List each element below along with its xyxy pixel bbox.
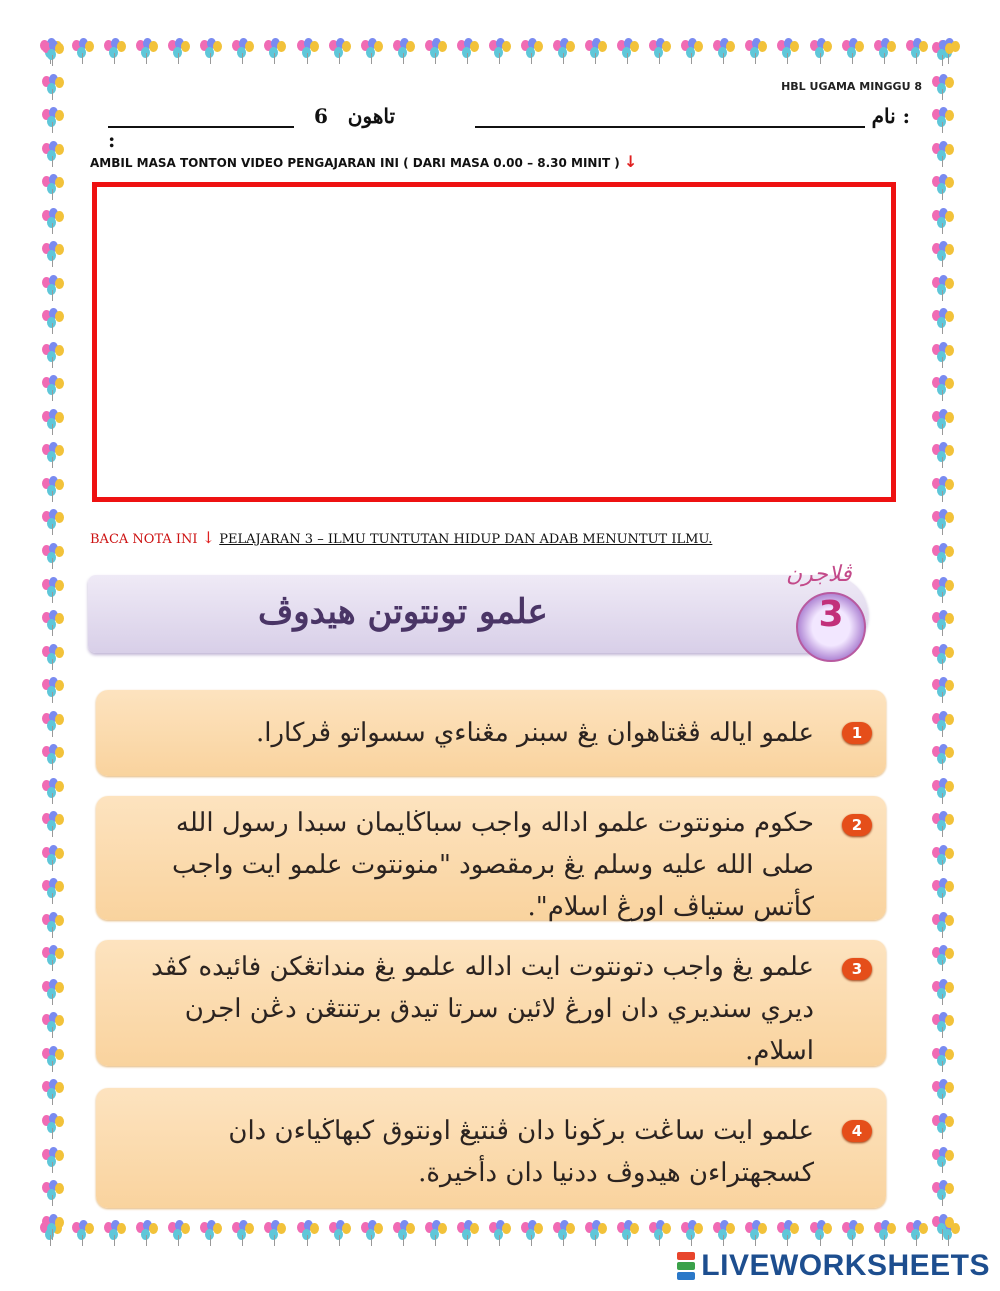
balloon-icon [932, 945, 954, 971]
year-input-line[interactable] [108, 108, 294, 128]
balloon-icon [232, 1220, 254, 1246]
balloon-icon [932, 778, 954, 804]
balloon-icon [200, 1220, 222, 1246]
down-arrow-icon: ↓ [623, 152, 638, 171]
balloon-icon [681, 1220, 703, 1246]
point-number-badge: 3 [842, 958, 872, 980]
balloon-icon [649, 1220, 671, 1246]
balloon-icon [932, 1180, 954, 1206]
balloon-icon [932, 241, 954, 267]
balloon-icon [932, 308, 954, 334]
balloon-icon [393, 38, 415, 64]
balloon-icon [104, 1220, 126, 1246]
balloon-icon [72, 38, 94, 64]
video-instruction [90, 152, 637, 171]
balloon-icon [932, 476, 954, 502]
balloon-icon [713, 38, 735, 64]
bottom-border [40, 1216, 960, 1250]
balloon-icon [42, 342, 64, 368]
balloon-icon [932, 1079, 954, 1105]
balloon-icon [932, 74, 954, 100]
point-card-3 [96, 940, 886, 1066]
read-note-label: BACA NOTA INI [90, 532, 198, 547]
right-border [926, 40, 960, 1240]
balloon-icon [42, 577, 64, 603]
balloon-icon [932, 442, 954, 468]
balloon-icon [932, 375, 954, 401]
balloon-icon [42, 1214, 64, 1240]
balloon-icon [489, 38, 511, 64]
balloon-icon [932, 174, 954, 200]
balloon-icon [361, 38, 383, 64]
balloon-icon [42, 711, 64, 737]
balloon-icon [932, 845, 954, 871]
balloon-icon [932, 409, 954, 435]
balloon-icon [42, 74, 64, 100]
balloon-icon [874, 38, 896, 64]
balloon-icon [906, 1220, 928, 1246]
balloon-icon [42, 476, 64, 502]
balloon-icon [264, 38, 286, 64]
balloon-icon [553, 1220, 575, 1246]
video-frame[interactable] [92, 182, 896, 502]
lesson-word: ڤلاجرن [786, 562, 852, 587]
balloon-icon [136, 38, 158, 64]
balloon-icon [361, 1220, 383, 1246]
lesson-banner-title: علمو تونتوتن هيدوڤ [258, 592, 548, 632]
balloon-icon [932, 1113, 954, 1139]
point-text: علمو ايت ساڠت برڬونا دان ڤنتيڠ اونتوق كبهاڬياءن دان كسجهتراءن هيدوڤ ددنيا دان دأخيرة. [228, 1116, 814, 1188]
balloon-icon [42, 1147, 64, 1173]
balloon-icon [297, 1220, 319, 1246]
point-card-4 [96, 1088, 886, 1208]
balloon-icon [42, 208, 64, 234]
lesson-title: PELAJARAN 3 – ILMU TUNTUTAN HIDUP DAN ADAB MENUNTUT ILMU. [219, 532, 713, 547]
balloon-icon [932, 40, 954, 66]
balloon-icon [745, 38, 767, 64]
balloon-icon [932, 744, 954, 770]
balloon-icon [42, 174, 64, 200]
name-label: نام : [871, 104, 910, 128]
balloon-icon [329, 1220, 351, 1246]
point-text: علمو اياله ڤڠتاهوان يڠ سبنر مڠناءي سسواتو ڤركارا. [255, 718, 814, 748]
note-line [90, 528, 712, 547]
balloon-icon [329, 38, 351, 64]
balloon-icon [393, 1220, 415, 1246]
balloon-icon [932, 543, 954, 569]
balloon-icon [932, 208, 954, 234]
balloon-icon [42, 107, 64, 133]
name-row [466, 104, 910, 128]
balloon-icon [42, 945, 64, 971]
balloon-icon [72, 1220, 94, 1246]
year-row [108, 104, 408, 152]
balloon-icon [42, 878, 64, 904]
balloon-icon [42, 442, 64, 468]
balloon-icon [932, 275, 954, 301]
lesson-number-badge [796, 592, 866, 662]
balloon-icon [42, 543, 64, 569]
balloon-icon [42, 1012, 64, 1038]
balloon-icon [932, 811, 954, 837]
point-card-1 [96, 690, 886, 776]
down-arrow-icon: ↓ [201, 528, 216, 547]
instruction-text: AMBIL MASA TONTON VIDEO PENGAJARAN INI ( DARI MASA 0.00 – 8.30 MINIT ) [90, 156, 620, 170]
balloon-icon [932, 912, 954, 938]
balloon-icon [42, 677, 64, 703]
balloon-icon [932, 677, 954, 703]
liveworksheets-logo[interactable] [677, 1249, 990, 1283]
point-number-badge: 1 [842, 722, 872, 744]
logo-mark-icon [677, 1252, 695, 1280]
balloon-icon [42, 1079, 64, 1105]
balloon-icon [457, 1220, 479, 1246]
lesson-number: 3 [818, 594, 844, 635]
balloon-icon [777, 38, 799, 64]
balloon-icon [810, 1220, 832, 1246]
balloon-icon [42, 308, 64, 334]
balloon-icon [681, 38, 703, 64]
name-input-line[interactable] [475, 108, 865, 128]
point-text: علمو يڠ واجب دتونتوت ايت اداله علمو يڠ منداتڠكن فائيده كڤد ديري سنديري دان اورڠ لائين سرتا تيدق برتنتڠن دڠن اجرن اسلام. [151, 952, 814, 1066]
balloon-icon [810, 38, 832, 64]
balloon-icon [42, 744, 64, 770]
balloon-icon [42, 40, 64, 66]
balloon-icon [42, 979, 64, 1005]
balloon-icon [932, 610, 954, 636]
point-text: حكوم منونتوت علمو اداله واجب سباڬايمان سبدا رسول الله صلى الله عليه وسلم يڠ برمقصود "منونتوت علمو ايت واجب كأتس ستياڤ اورڠ اسلام". [172, 808, 814, 922]
balloon-icon [617, 38, 639, 64]
point-number-badge: 4 [842, 1120, 872, 1142]
balloon-icon [168, 38, 190, 64]
balloon-icon [617, 1220, 639, 1246]
balloon-icon [42, 509, 64, 535]
balloon-icon [932, 1214, 954, 1240]
balloon-icon [42, 811, 64, 837]
balloon-icon [932, 509, 954, 535]
balloon-icon [842, 1220, 864, 1246]
balloon-icon [104, 38, 126, 64]
balloon-icon [932, 1147, 954, 1173]
balloon-icon [425, 1220, 447, 1246]
balloon-icon [42, 1113, 64, 1139]
balloon-icon [42, 275, 64, 301]
balloon-icon [932, 577, 954, 603]
balloon-icon [297, 38, 319, 64]
balloon-icon [585, 1220, 607, 1246]
balloon-icon [457, 38, 479, 64]
balloon-icon [42, 241, 64, 267]
balloon-icon [932, 711, 954, 737]
top-border [40, 34, 960, 68]
balloon-icon [42, 375, 64, 401]
balloon-icon [553, 38, 575, 64]
balloon-icon [932, 1012, 954, 1038]
balloon-icon [906, 38, 928, 64]
balloon-icon [521, 1220, 543, 1246]
point-card-2 [96, 796, 886, 920]
balloon-icon [585, 38, 607, 64]
year-label: تاهون : [108, 104, 396, 152]
corner-label: HBL UGAMA MINGGU 8 [781, 80, 922, 93]
balloon-icon [42, 912, 64, 938]
balloon-icon [232, 38, 254, 64]
balloon-icon [42, 610, 64, 636]
brand-name: LIVEWORKSHEETS [701, 1249, 990, 1282]
balloon-icon [42, 1046, 64, 1072]
balloon-icon [42, 141, 64, 167]
balloon-icon [745, 1220, 767, 1246]
balloon-icon [932, 342, 954, 368]
balloon-icon [649, 38, 671, 64]
balloon-icon [521, 38, 543, 64]
balloon-icon [932, 107, 954, 133]
balloon-icon [842, 38, 864, 64]
balloon-icon [264, 1220, 286, 1246]
balloon-icon [42, 1180, 64, 1206]
year-value: 6 [313, 104, 328, 128]
balloon-icon [932, 1046, 954, 1072]
balloon-icon [932, 979, 954, 1005]
balloon-icon [425, 38, 447, 64]
balloon-icon [168, 1220, 190, 1246]
balloon-icon [932, 141, 954, 167]
balloon-icon [932, 878, 954, 904]
balloon-icon [932, 644, 954, 670]
balloon-icon [713, 1220, 735, 1246]
balloon-icon [874, 1220, 896, 1246]
balloon-icon [42, 409, 64, 435]
balloon-icon [42, 845, 64, 871]
balloon-icon [777, 1220, 799, 1246]
balloon-icon [200, 38, 222, 64]
balloon-icon [42, 778, 64, 804]
point-number-badge: 2 [842, 814, 872, 836]
balloon-icon [489, 1220, 511, 1246]
left-border [36, 40, 70, 1240]
balloon-icon [136, 1220, 158, 1246]
balloon-icon [42, 644, 64, 670]
